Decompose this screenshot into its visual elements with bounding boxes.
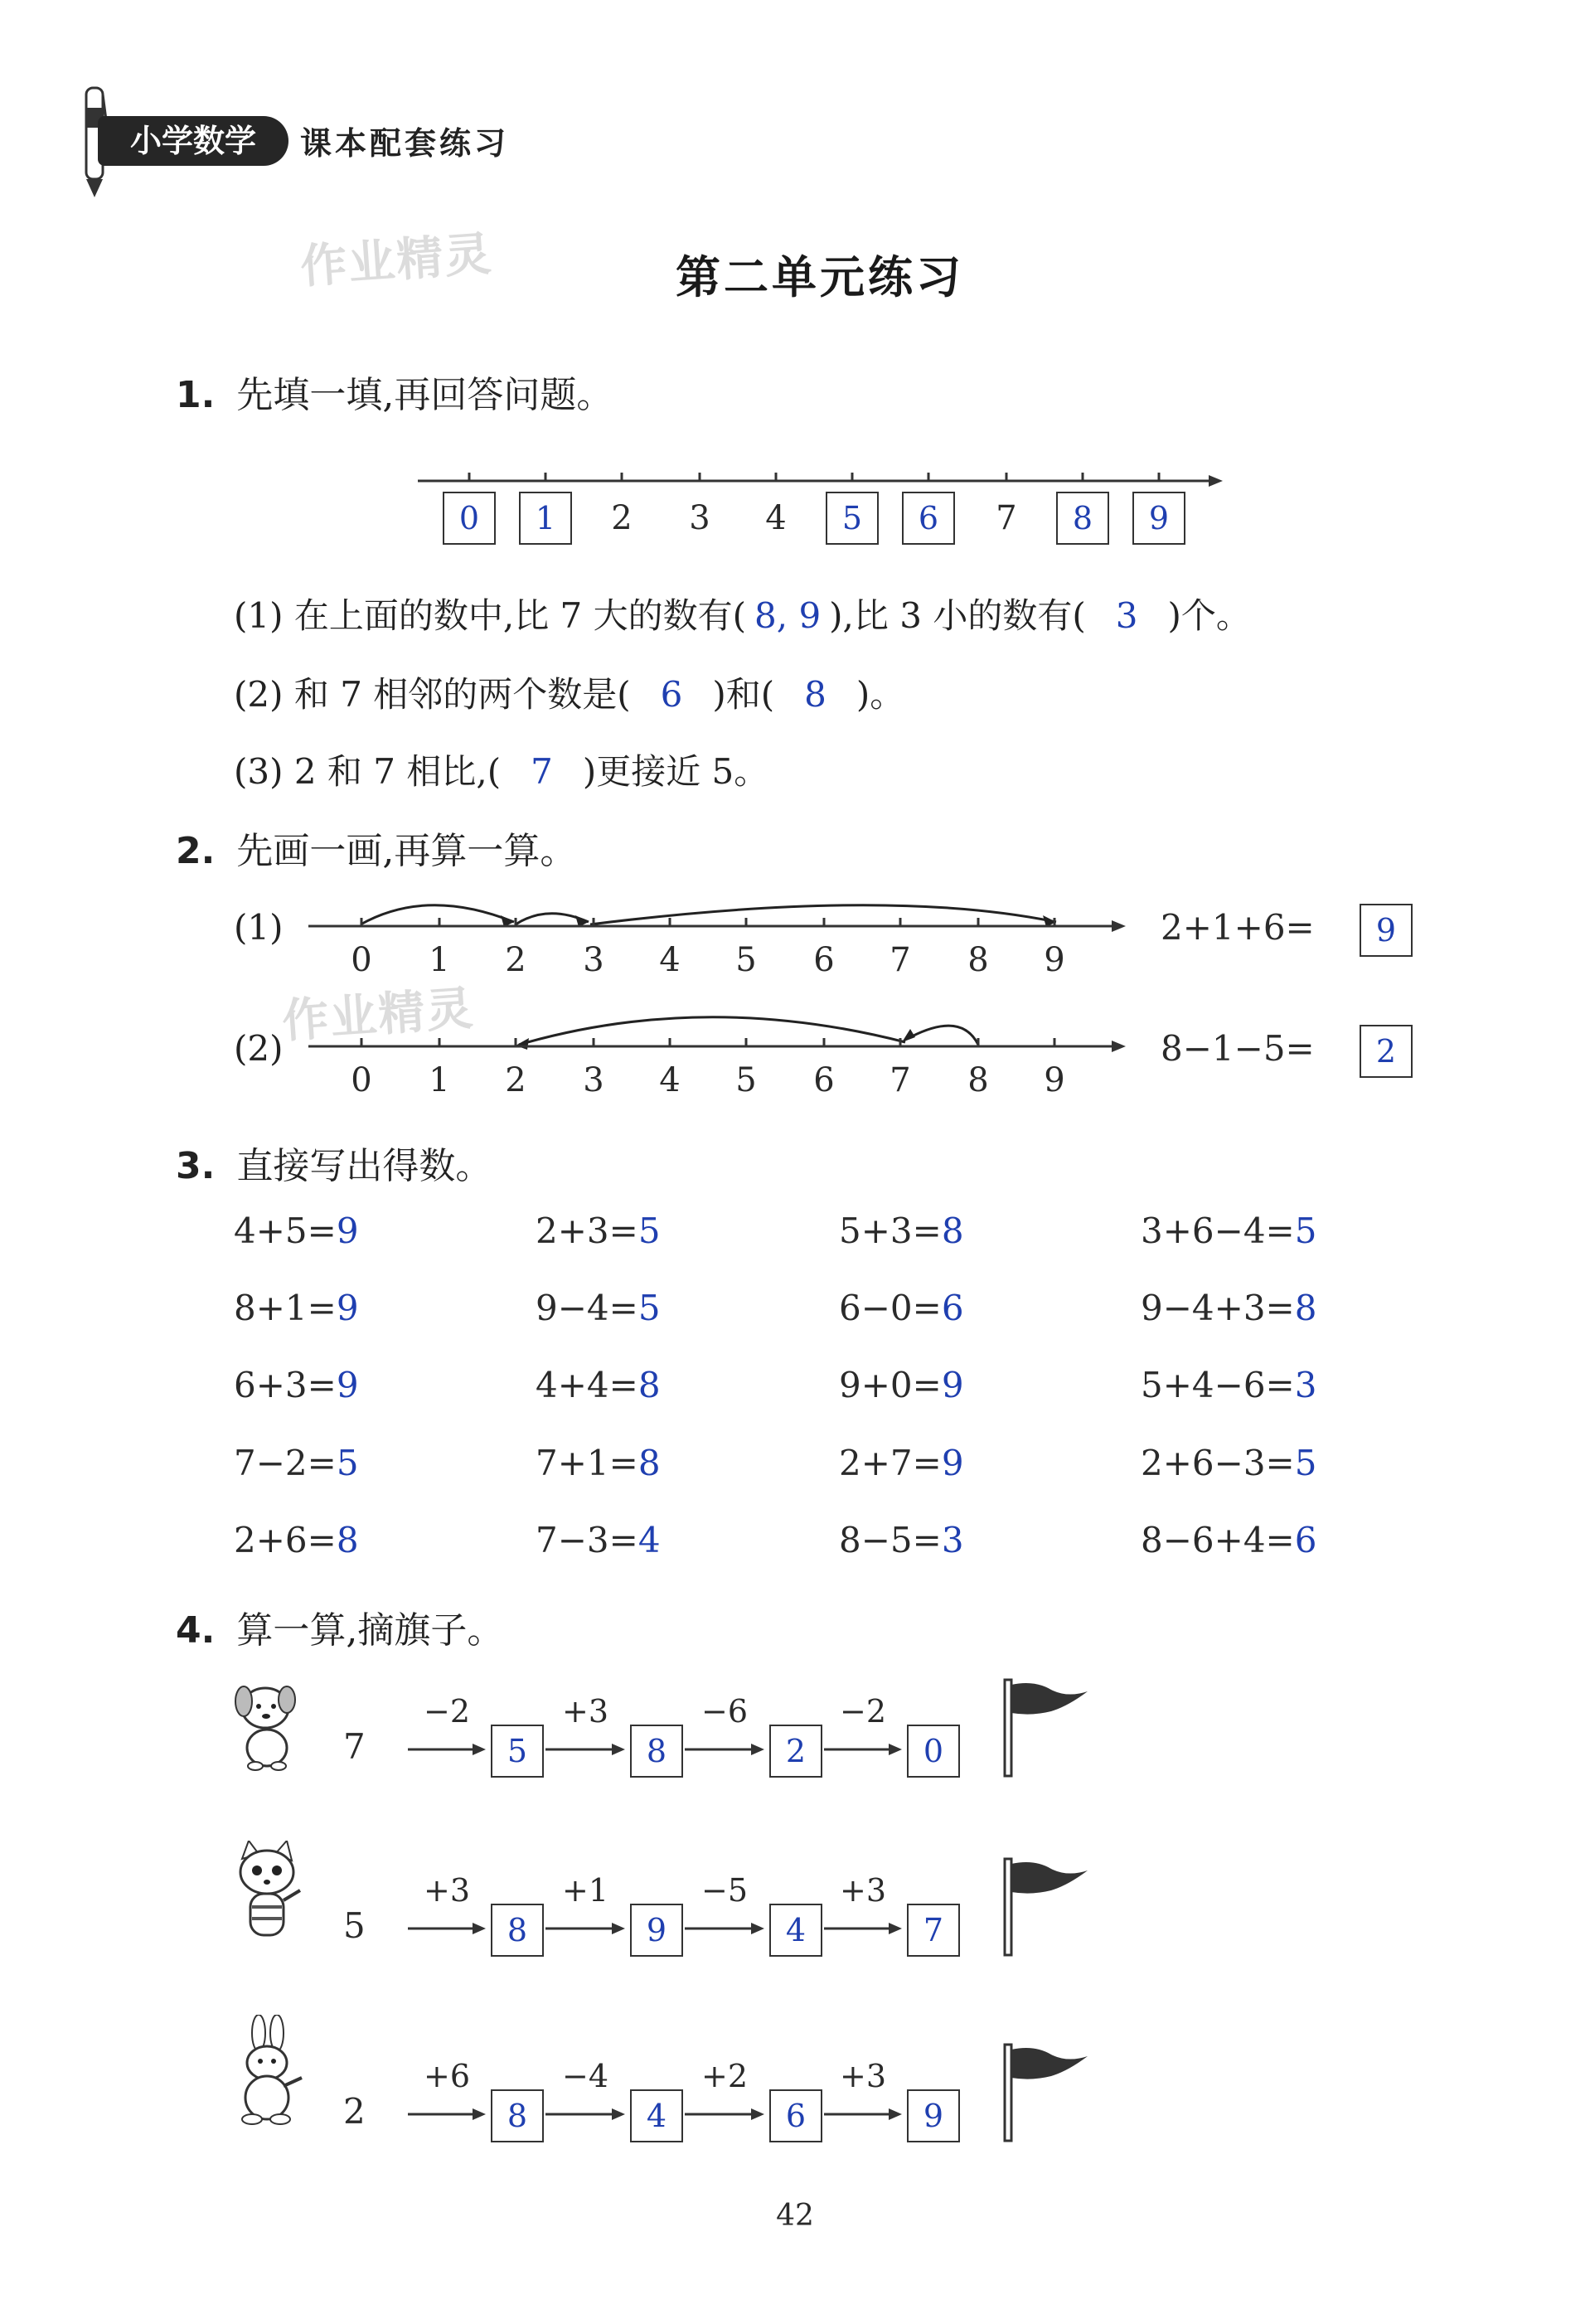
equation-answer[interactable]: 6 [941,1288,964,1328]
equation-expression: 8−6+4= [1141,1520,1295,1560]
q2-number-line-1 [307,879,1127,945]
equation-expression: 7−2= [234,1443,337,1483]
chain-answer-box[interactable]: 9 [630,1904,683,1957]
answer-box[interactable]: 9 [1360,904,1413,957]
jump-arrow [361,905,514,924]
equation-item [839,1443,964,1483]
equation-answer[interactable]: 8 [637,1443,661,1483]
equation-expression: 6+3= [234,1365,337,1405]
equation-expression: 2+3= [536,1211,638,1251]
chain-answer-box[interactable]: 6 [769,2089,822,2142]
chain-answer-box[interactable]: 5 [491,1725,544,1778]
tick-label: 9 [1044,1061,1065,1099]
answer[interactable]: 7 [531,751,553,792]
equation-expression: 8−5= [839,1520,942,1560]
tick-label: 7 [890,941,911,979]
header-badge: 小学数学 [98,116,288,166]
equation-item [536,1288,661,1328]
number-line-label: 3 [689,499,710,537]
tick-label: 9 [1044,941,1065,979]
question-text: 先画一画,再算一算。 [236,830,577,872]
equation-item [536,1365,661,1405]
number-line-answer-box[interactable]: 9 [1132,492,1185,545]
chain-answer-box[interactable]: 8 [630,1725,683,1778]
equation-expression: 6−0= [839,1288,942,1328]
equation-expression: 8+1= [234,1288,337,1328]
number-line-answer-box[interactable]: 6 [902,492,955,545]
equation-item [234,1211,359,1251]
question-3-heading [176,1136,492,1189]
chain-operation: +2 [700,2058,749,2094]
tick-label: 6 [813,941,835,979]
chain-answer-box[interactable]: 7 [907,1904,960,1957]
number-line-label: 2 [611,499,633,537]
number-line-label: 7 [996,499,1017,537]
tick-label: 1 [429,941,450,979]
equation-expression: 3+6−4= [1141,1211,1295,1251]
equation-expression: 9−4+3= [1141,1288,1295,1328]
chain-start-number: 2 [343,2091,366,2132]
page-title: 第二单元练习 [676,251,964,303]
watermark: 作业精灵 [280,981,477,1050]
question-4-heading [176,1600,503,1653]
chain-start-number: 7 [343,1726,366,1767]
q1-part-3: (3) 2 和 7 相比,( 7 )更接近 5。 [234,751,769,792]
dog-icon [230,1675,305,1774]
number-line-answer-box[interactable]: 1 [519,492,572,545]
chain-answer-box[interactable]: 8 [491,2089,544,2142]
chain-arrow [408,1920,486,1937]
equation-answer[interactable]: 5 [637,1211,661,1251]
equation-item [536,1520,661,1560]
answer[interactable]: 8 [804,674,827,715]
chain-operation: −4 [561,2058,609,2094]
tick-label: 5 [735,941,757,979]
question-number: 2. [176,830,216,872]
chain-answer-box[interactable]: 4 [769,1904,822,1957]
equation-expression: 2+6−3= [1141,1443,1295,1483]
tick-label: 0 [351,1061,372,1099]
answer[interactable]: 3 [1115,595,1138,636]
equation-item [234,1288,359,1328]
equation-answer[interactable]: 5 [336,1443,359,1483]
tick-label: 4 [659,1061,681,1099]
number-line-answer-box[interactable]: 5 [826,492,879,545]
tick-label: 5 [735,1061,757,1099]
question-1-heading [176,365,613,418]
chain-arrow [408,2106,486,2123]
chain-answer-box[interactable]: 0 [907,1725,960,1778]
equation-answer[interactable]: 9 [336,1288,359,1328]
equation-answer[interactable]: 5 [1294,1443,1317,1483]
number-line-answer-box[interactable]: 0 [443,492,496,545]
equation-answer[interactable]: 9 [336,1365,359,1405]
equation-answer[interactable]: 8 [637,1365,661,1405]
chain-arrow [685,2106,764,2123]
equation-item [234,1365,359,1405]
equation-answer[interactable]: 3 [1294,1365,1317,1405]
equation-answer[interactable]: 3 [941,1520,964,1560]
q1-number-line-axis [414,464,1227,489]
flag-icon [1001,2043,1093,2142]
chain-operation: −6 [700,1693,749,1730]
equation-answer[interactable]: 8 [336,1520,359,1560]
chain-arrow [824,1741,902,1758]
chain-answer-box[interactable]: 2 [769,1725,822,1778]
chain-arrow [824,2106,902,2123]
tick-label: 4 [659,941,681,979]
q2-line1-expression: 2+1+6= [1161,907,1315,948]
chain-operation: +3 [839,2058,887,2094]
tick-label: 1 [429,1061,450,1099]
chain-operation: +3 [423,1872,471,1909]
tick-label: 2 [505,1061,526,1099]
question-text: 先填一填,再回答问题。 [236,374,613,416]
chain-operation: −5 [700,1872,749,1909]
q2-line2-label: (2) [234,1028,284,1069]
chain-start-number: 5 [343,1905,366,1946]
equation-item [839,1211,964,1251]
jump-arrow [912,1026,978,1045]
q1-part-2: (2) 和 7 相邻的两个数是( 6 )和( 8 )。 [234,674,905,715]
equation-item [839,1288,964,1328]
equation-expression: 5+3= [839,1211,942,1251]
equation-expression: 5+4−6= [1141,1365,1295,1405]
equation-item [1141,1365,1316,1405]
chain-answer-box[interactable]: 9 [907,2089,960,2142]
tick-label: 8 [967,1061,989,1099]
page-number: 42 [776,2199,814,2233]
chain-arrow [545,2106,625,2123]
chain-operation: −2 [423,1693,471,1730]
chain-arrow [545,1920,625,1937]
chain-arrow [685,1920,764,1937]
q2-number-line-2 [307,999,1127,1065]
chain-operation: +3 [561,1693,609,1730]
tick-label: 3 [583,1061,604,1099]
q1-part-1: (1) 在上面的数中,比 7 大的数有( 8, 9 ),比 3 小的数有( 3 )个。 [234,595,1251,636]
chain-operation: +6 [423,2058,471,2094]
tick-label: 0 [351,941,372,979]
equation-item [234,1443,359,1483]
equation-expression: 2+6= [234,1520,337,1560]
question-number: 3. [176,1145,216,1187]
equation-expression: 2+7= [839,1443,942,1483]
equation-answer[interactable]: 4 [637,1520,661,1560]
question-text: 算一算,摘旗子。 [236,1609,504,1652]
equation-item [536,1211,661,1251]
chain-operation: +3 [839,1872,887,1909]
chain-answer-box[interactable]: 4 [630,2089,683,2142]
chain-operation: −2 [839,1693,887,1730]
equation-expression: 7+1= [536,1443,638,1483]
header-subtitle: 课本配套练习 [300,125,510,162]
equation-item [1141,1288,1316,1328]
cat-icon [227,1841,307,1948]
equation-expression: 4+4= [536,1365,638,1405]
equation-answer[interactable]: 6 [1294,1520,1317,1560]
equation-answer[interactable]: 5 [637,1288,661,1328]
equation-answer[interactable]: 8 [941,1211,964,1251]
q2-line2-expression: 8−1−5= [1161,1028,1315,1069]
jump-arrow [519,1017,905,1045]
question-number: 4. [176,1609,216,1652]
answer[interactable]: 6 [660,674,683,715]
answer[interactable]: 8, 9 [754,595,822,636]
equation-item [234,1520,359,1560]
equation-item [536,1443,661,1483]
chain-operation: +1 [561,1872,609,1909]
question-text: 直接写出得数。 [236,1145,492,1187]
equation-answer[interactable]: 9 [941,1443,964,1483]
question-number: 1. [176,374,216,416]
equation-expression: 9+0= [839,1365,942,1405]
equation-expression: 4+5= [234,1211,337,1251]
equation-item [839,1520,964,1560]
chain-answer-box[interactable]: 8 [491,1904,544,1957]
chain-arrow [685,1741,764,1758]
equation-expression: 7−3= [536,1520,638,1560]
watermark: 作业精灵 [298,226,495,295]
tick-label: 7 [890,1061,911,1099]
equation-item [839,1365,964,1405]
number-line-answer-box[interactable]: 8 [1056,492,1109,545]
equation-item [1141,1211,1316,1251]
flag-icon [1001,1678,1093,1778]
tick-label: 8 [967,941,989,979]
equation-answer[interactable]: 8 [1294,1288,1317,1328]
chain-arrow [545,1741,625,1758]
number-line-label: 4 [765,499,787,537]
tick-label: 2 [505,941,526,979]
flag-icon [1001,1857,1093,1957]
tick-label: 3 [583,941,604,979]
equation-answer[interactable]: 9 [941,1365,964,1405]
chain-arrow [408,1741,486,1758]
equation-expression: 9−4= [536,1288,638,1328]
equation-item [1141,1520,1316,1560]
question-2-heading [176,821,576,874]
equation-answer[interactable]: 9 [336,1211,359,1251]
rabbit-icon [229,2015,308,2131]
q2-line1-label: (1) [234,907,284,948]
chain-arrow [824,1920,902,1937]
answer-box[interactable]: 2 [1360,1025,1413,1078]
tick-label: 6 [813,1061,835,1099]
equation-item [1141,1443,1316,1483]
equation-answer[interactable]: 5 [1294,1211,1317,1251]
